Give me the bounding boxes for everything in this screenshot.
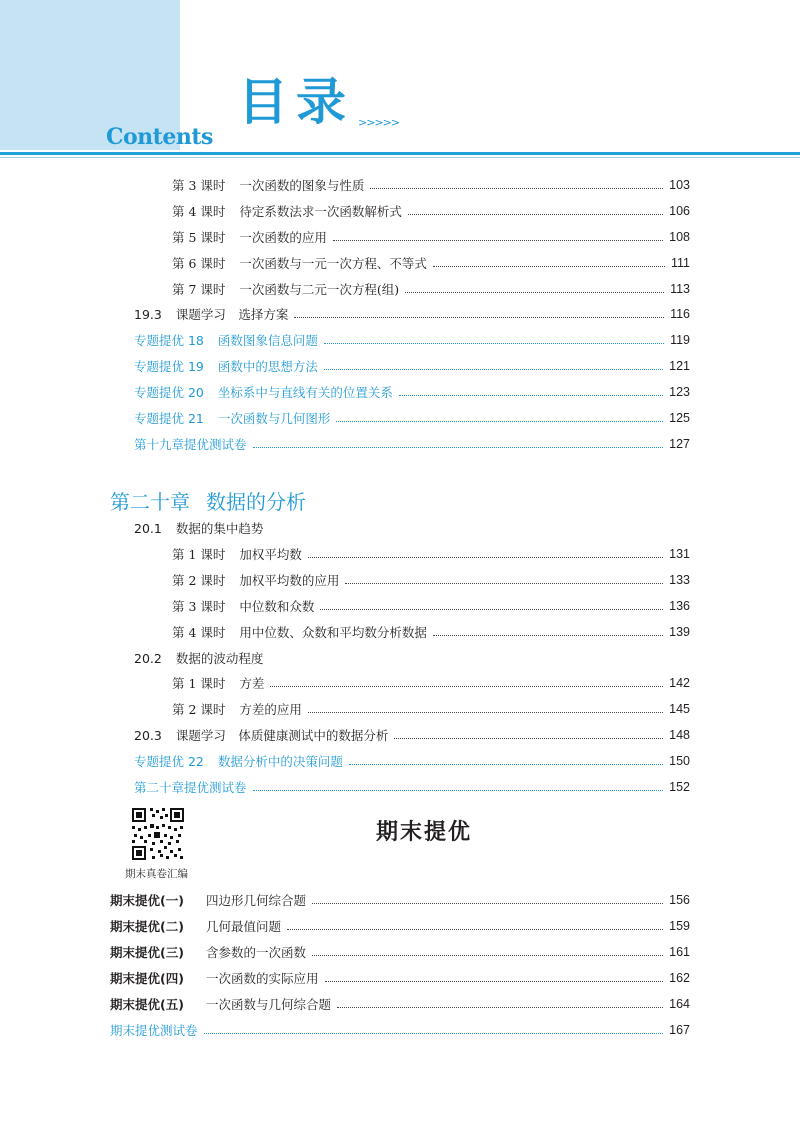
entry-page: 136 — [669, 599, 690, 613]
entry-page: 119 — [670, 333, 690, 347]
section-heading[interactable] — [134, 648, 690, 668]
toc-entry-test[interactable] — [134, 434, 690, 454]
dot-leader — [308, 712, 663, 713]
dot-leader — [345, 583, 663, 584]
dot-leader — [325, 981, 664, 982]
toc-entry[interactable] — [172, 673, 690, 693]
entry-label: 第 6 课时 — [172, 256, 226, 271]
dot-leader — [337, 1007, 663, 1008]
entry-label: 期末提优(五) — [110, 997, 184, 1012]
entry-label: 期末提优(四) — [110, 971, 184, 986]
entry-page: 127 — [669, 437, 690, 451]
dot-leader — [333, 240, 663, 241]
chapter-heading[interactable] — [110, 486, 322, 515]
entry-text: 期末提优测试卷 — [110, 1023, 198, 1038]
toc-entry-term[interactable] — [110, 968, 690, 988]
toc-entry[interactable] — [172, 253, 690, 273]
entry-text: 一次函数与二元一次方程(组) — [239, 282, 400, 297]
entry-page: 145 — [669, 702, 690, 716]
entry-page: 123 — [669, 385, 690, 399]
entry-label: 期末提优(二) — [110, 919, 184, 934]
toc-entry-test[interactable] — [110, 1020, 690, 1040]
page-title: 目录 — [238, 73, 354, 131]
entry-text: 四边形几何综合题 — [206, 893, 307, 908]
entry-label: 期末提优(一) — [110, 893, 184, 908]
dot-leader — [370, 188, 663, 189]
toc-entry[interactable] — [134, 304, 690, 324]
toc-entry[interactable] — [172, 596, 690, 616]
entry-text: 待定系数法求一次函数解析式 — [239, 204, 402, 219]
entry-text: 函数中的思想方法 — [217, 359, 318, 374]
toc-entry[interactable] — [172, 201, 690, 221]
entry-page: 156 — [669, 893, 690, 907]
entry-page: 131 — [669, 547, 690, 561]
toc-entry[interactable] — [172, 570, 690, 590]
toc-entry[interactable] — [134, 725, 690, 745]
toc-entry[interactable] — [172, 544, 690, 564]
toc-entry-special[interactable] — [134, 408, 690, 428]
entry-text: 含参数的一次函数 — [206, 945, 307, 960]
entry-text: 课题学习 体质健康测试中的数据分析 — [175, 728, 389, 743]
entry-text: 用中位数、众数和平均数分析数据 — [239, 625, 427, 640]
toc-entry[interactable] — [172, 622, 690, 642]
entry-label: 第 1 课时 — [172, 547, 226, 562]
entry-text: 加权平均数的应用 — [239, 573, 340, 588]
entry-text: 课题学习 选择方案 — [175, 307, 289, 322]
entry-page: 159 — [669, 919, 690, 933]
entry-text: 一次函数的图象与性质 — [239, 178, 365, 193]
toc-entry[interactable] — [172, 279, 690, 299]
entry-text: 数据的集中趋势 — [175, 521, 264, 536]
entry-label: 专题提优 19 — [134, 359, 204, 374]
entry-page: 167 — [669, 1023, 690, 1037]
dot-leader — [253, 790, 664, 791]
entry-label: 专题提优 20 — [134, 385, 204, 400]
entry-label: 第 2 课时 — [172, 702, 226, 717]
toc-entry-term[interactable] — [110, 916, 690, 936]
dot-leader — [394, 738, 663, 739]
qr-code-icon[interactable] — [130, 806, 186, 862]
section-heading[interactable] — [134, 518, 690, 538]
dot-leader — [320, 609, 663, 610]
entry-page: 162 — [669, 971, 690, 985]
entry-text: 第二十章提优测试卷 — [134, 780, 247, 795]
entry-label: 专题提优 22 — [134, 754, 204, 769]
entry-page: 148 — [669, 728, 690, 742]
entry-label: 20.1 — [134, 520, 162, 536]
entry-label: 期末提优(三) — [110, 945, 184, 960]
dot-leader — [287, 929, 663, 930]
entry-text: 中位数和众数 — [239, 599, 315, 614]
entry-text: 一次函数与几何图形 — [217, 411, 331, 426]
entry-page: 139 — [669, 625, 690, 639]
entry-page: 152 — [669, 780, 690, 794]
entry-page: 106 — [669, 204, 690, 218]
entry-page: 121 — [669, 359, 690, 373]
entry-page: 108 — [669, 230, 690, 244]
entry-label: 19.3 — [134, 306, 162, 322]
entry-text: 一次函数的实际应用 — [206, 971, 319, 986]
entry-label: 第 5 课时 — [172, 230, 226, 245]
entry-label: 专题提优 21 — [134, 411, 204, 426]
entry-label: 第 3 课时 — [172, 178, 226, 193]
chevrons-icon: >>>>> — [358, 116, 400, 129]
entry-page: 103 — [669, 178, 690, 192]
section-title: 期末提优 — [376, 819, 473, 845]
header-rule — [0, 152, 800, 155]
entry-page: 111 — [670, 256, 690, 270]
entry-label: 第 3 课时 — [172, 599, 226, 614]
toc-entry-special[interactable] — [134, 382, 690, 402]
dot-leader — [253, 447, 664, 448]
entry-label: 第 2 课时 — [172, 573, 226, 588]
toc-entry-term[interactable] — [110, 994, 690, 1014]
chapter-name: 数据的分析 — [206, 490, 306, 514]
entry-text: 几何最值问题 — [206, 919, 282, 934]
entry-text: 第十九章提优测试卷 — [134, 437, 247, 452]
entry-page: 113 — [670, 282, 690, 296]
toc-entry-test[interactable] — [134, 777, 690, 797]
toc-entry-special[interactable] — [134, 751, 690, 771]
entry-page: 133 — [669, 573, 690, 587]
entry-text: 方差的应用 — [239, 702, 302, 717]
entry-text: 加权平均数 — [239, 547, 302, 562]
entry-page: 164 — [669, 997, 690, 1011]
entry-label: 第 4 课时 — [172, 625, 226, 640]
dot-leader — [433, 266, 665, 267]
entry-text: 方差 — [239, 676, 265, 691]
dot-leader — [204, 1033, 664, 1034]
dot-leader — [312, 955, 663, 956]
dot-leader — [270, 686, 663, 687]
toc-entry-term[interactable] — [110, 942, 690, 962]
entry-text: 函数图象信息问题 — [217, 333, 318, 348]
dot-leader — [405, 292, 664, 293]
dot-leader — [294, 317, 664, 318]
toc-entry-term[interactable] — [110, 890, 690, 910]
dot-leader — [324, 343, 664, 344]
entry-text: 一次函数的应用 — [239, 230, 327, 245]
toc-entry-special[interactable] — [134, 330, 690, 350]
entry-text: 坐标系中与直线有关的位置关系 — [217, 385, 393, 400]
toc-entry[interactable] — [172, 227, 690, 247]
entry-label: 20.2 — [134, 650, 162, 666]
page-subtitle: Contents — [106, 124, 213, 150]
header-rule-thin — [0, 157, 800, 158]
entry-label: 20.3 — [134, 727, 162, 743]
entry-label: 专题提优 18 — [134, 333, 204, 348]
entry-label: 第 1 课时 — [172, 676, 226, 691]
entry-page: 116 — [670, 307, 690, 321]
dot-leader — [312, 903, 663, 904]
entry-text: 数据分析中的决策问题 — [217, 754, 343, 769]
entry-text: 数据的波动程度 — [175, 651, 264, 666]
entry-page: 125 — [669, 411, 690, 425]
entry-text: 一次函数与一元一次方程、不等式 — [239, 256, 427, 271]
toc-entry[interactable] — [172, 175, 690, 195]
entry-page: 161 — [669, 945, 690, 959]
entry-label: 第 4 课时 — [172, 204, 226, 219]
dot-leader — [308, 557, 663, 558]
toc-entry-special[interactable] — [134, 356, 690, 376]
dot-leader — [324, 369, 663, 370]
entry-text: 一次函数与几何综合题 — [206, 997, 332, 1012]
dot-leader — [433, 635, 663, 636]
dot-leader — [349, 764, 663, 765]
dot-leader — [336, 421, 663, 422]
entry-page: 142 — [669, 676, 690, 690]
qr-caption: 期末真卷汇编 — [125, 868, 188, 880]
dot-leader — [399, 395, 663, 396]
chapter-number: 第二十章 — [110, 490, 190, 514]
entry-label: 第 7 课时 — [172, 282, 226, 297]
dot-leader — [408, 214, 663, 215]
toc-entry[interactable] — [172, 699, 690, 719]
entry-page: 150 — [669, 754, 690, 768]
